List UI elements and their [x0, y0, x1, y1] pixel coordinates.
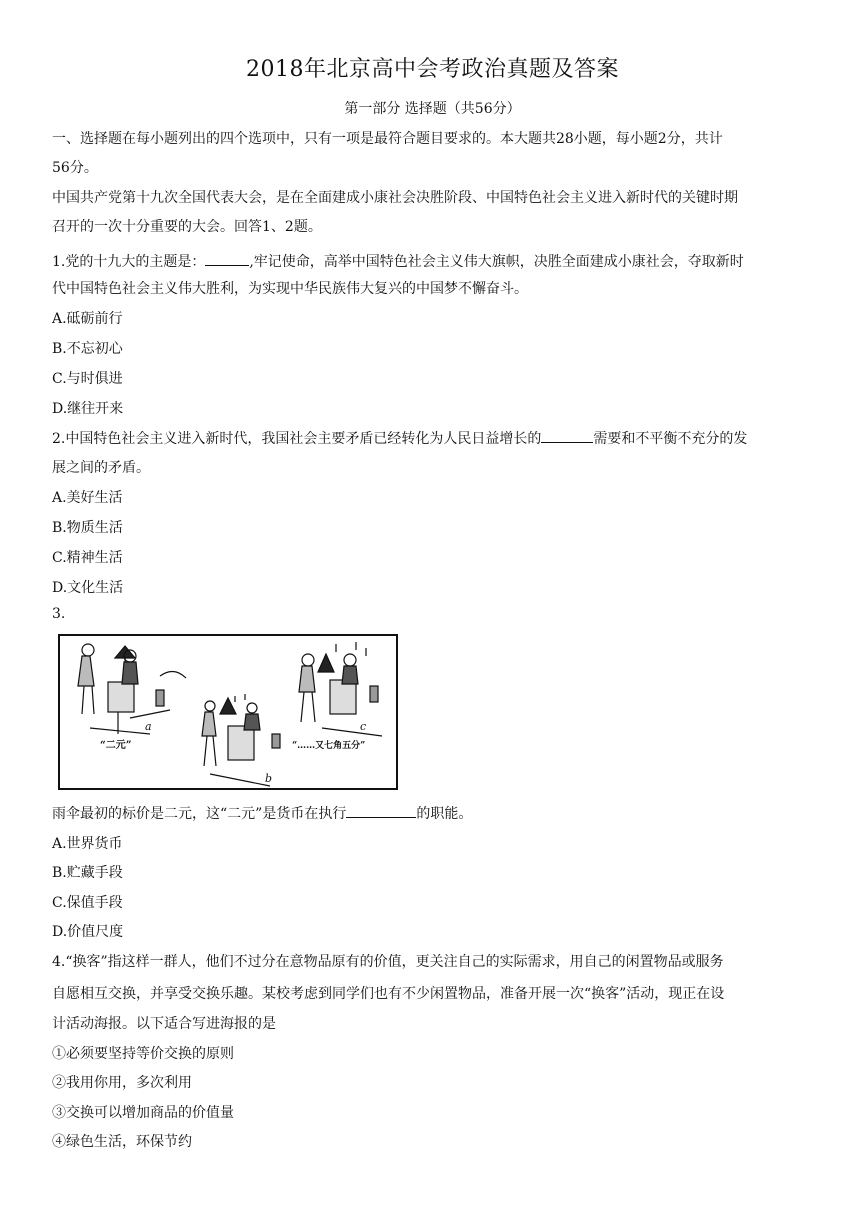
- q1-stem-line-1: [52, 251, 744, 271]
- q4-item-1: ①必须要坚持等价交换的原则: [52, 1046, 234, 1062]
- q2-stem-line-2: 展之间的矛盾。: [52, 460, 150, 476]
- q3-option-c: C.保值手段: [52, 895, 123, 911]
- q3-option-b: B.贮藏手段: [52, 865, 123, 881]
- caption-left: “二元”: [100, 740, 132, 751]
- q4-stem-line-2: 自愿相互交换，并享受交换乐趣。某校考虑到同学们也有不少闲置物品，准备开展一次“换客”活动，现正在设: [52, 986, 725, 1002]
- q3-stem-b: 的职能。: [416, 806, 473, 822]
- q3-stem-a: 雨伞最初的标价是二元，这“二元”是货币在执行: [52, 806, 347, 822]
- label-c: c: [360, 720, 367, 733]
- label-b: b: [265, 772, 273, 785]
- q2-answer-blank: [541, 428, 593, 443]
- q1-option-d: D.继往开来: [52, 401, 124, 417]
- caption-right: “……又七角五分”: [292, 741, 366, 751]
- q3-answer-blank: [346, 803, 416, 818]
- q4-item-3: ③交换可以增加商品的价值量: [52, 1105, 234, 1121]
- q3-option-a: A.世界货币: [52, 836, 123, 852]
- q1-stem-a: 1.党的十九大的主题是：: [52, 254, 206, 270]
- instruction-line-2: 56分。: [52, 160, 98, 176]
- q4-item-2: ②我用你用，多次利用: [52, 1075, 192, 1091]
- page-title: 2018年北京高中会考政治真题及答案: [246, 57, 619, 82]
- q1-option-b: B.不忘初心: [52, 341, 123, 357]
- q3-number: 3.: [52, 606, 66, 622]
- q2-option-b: B.物质生活: [52, 520, 123, 536]
- intro-line-2: 召开的一次十分重要的大会。回答1、2题。: [52, 219, 322, 235]
- q3-option-d: D.价值尺度: [52, 924, 124, 940]
- scene-a: [78, 644, 186, 734]
- q4-stem-line-3: 计活动海报。以下适合写进海报的是: [52, 1016, 276, 1032]
- umbrella-price-cartoon: [58, 634, 398, 790]
- q2-stem-a: 2.中国特色社会主义进入新时代，我国社会主要矛盾已经转化为人民日益增长的: [52, 431, 542, 447]
- q1-stem-line-2: 代中国特色社会主义伟大胜利，为实现中华民族伟大复兴的中国梦不懈奋斗。: [52, 281, 528, 297]
- q3-stem: [52, 803, 472, 823]
- cartoon-illustration: [60, 636, 396, 788]
- intro-line-1: 中国共产党第十九次全国代表大会，是在全面建成小康社会决胜阶段、中国特色社会主义进入新时代的关键时期: [52, 190, 738, 206]
- q2-option-c: C.精神生活: [52, 550, 123, 566]
- q2-option-d: D.文化生活: [52, 580, 124, 596]
- q2-stem-line-1: [52, 428, 747, 448]
- q1-stem-b: ,牢记使命，高举中国特色社会主义伟大旗帜，决胜全面建成小康社会，夺取新时: [249, 254, 744, 270]
- q1-option-c: C.与时俱进: [52, 371, 123, 387]
- q1-answer-blank: [205, 251, 249, 266]
- scene-c: [299, 642, 382, 736]
- instruction-line-1: 一、选择题在每小题列出的四个选项中，只有一项是最符合题目要求的。本大题共28小题，每小题2分，共计: [52, 131, 723, 147]
- q4-stem-line-1: 4.“换客”指这样一群人，他们不过分在意物品原有的价值，更关注自己的实际需求，用自己的闲置物品或服务: [52, 954, 724, 970]
- q1-option-a: A.砥砺前行: [52, 311, 123, 327]
- q2-stem-b: 需要和不平衡不充分的发: [593, 431, 748, 447]
- section-heading: 第一部分 选择题（共56分）: [344, 101, 521, 117]
- label-a: a: [145, 720, 152, 733]
- q2-option-a: A.美好生活: [52, 490, 123, 506]
- q4-item-4: ④绿色生活，环保节约: [52, 1134, 192, 1150]
